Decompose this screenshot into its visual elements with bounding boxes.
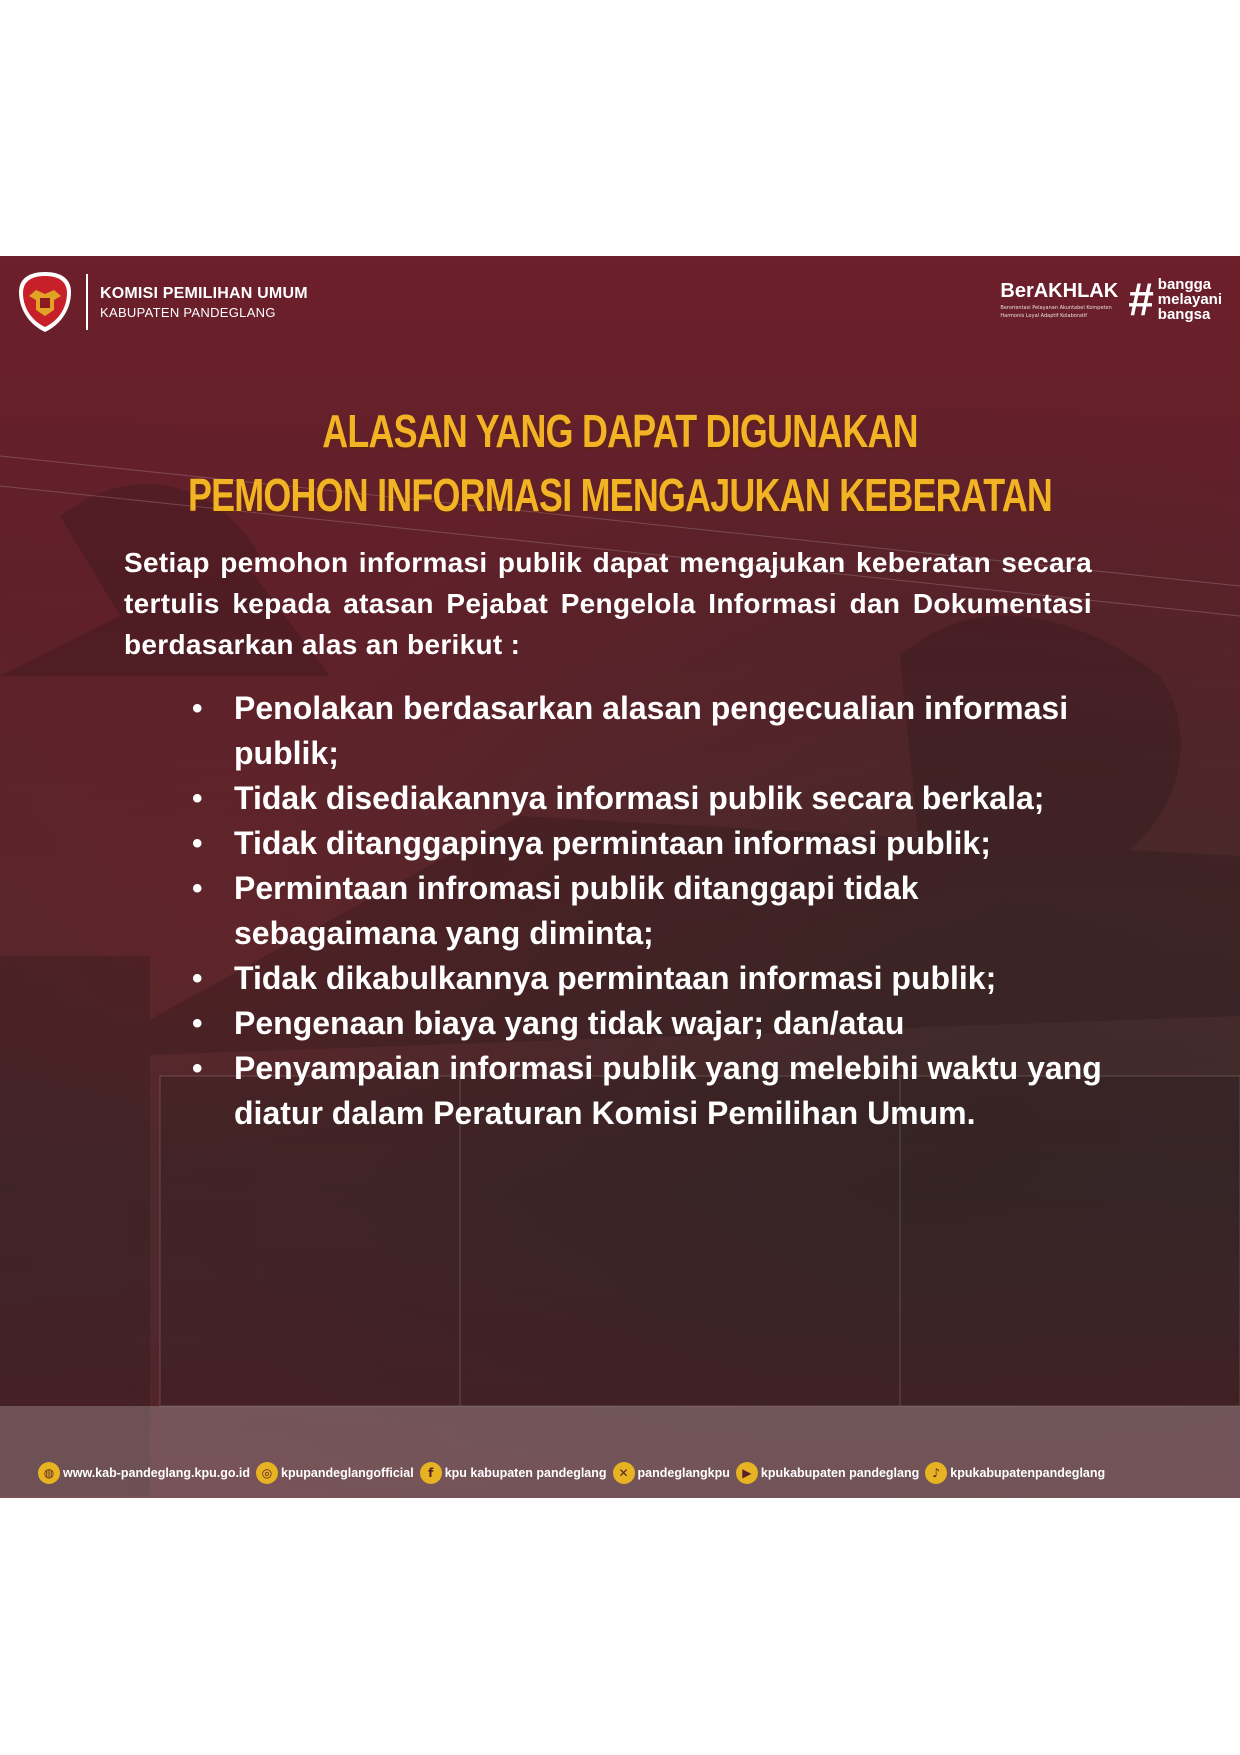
footer-tiktok[interactable]: [925, 1462, 1105, 1484]
footer-website-label: www.kab-pandeglang.kpu.go.id: [63, 1466, 251, 1480]
footer-x-label: pandeglangkpu: [637, 1466, 730, 1480]
poster: [0, 256, 1240, 1498]
footer-social-bar: [38, 1462, 1111, 1484]
hashtag-word-1: bangga: [1157, 275, 1212, 293]
title-line-2: PEMOHON INFORMASI MENGAJUKAN KEBERATAN: [187, 469, 1053, 521]
berakhlak-tagline-1: Berorientasi Pelayanan Akuntabel Kompeten: [1000, 304, 1112, 311]
tiktok-icon: ♪: [925, 1462, 947, 1484]
hashtag-icon: #: [1128, 273, 1154, 325]
list-item: • Permintaan infromasi publik ditanggapi tidak sebagaimana yang diminta;: [234, 866, 1114, 956]
x-icon: ✕: [613, 1462, 635, 1484]
youtube-icon: ▶: [736, 1462, 758, 1484]
org-name: KOMISI PEMILIHAN UMUM: [100, 284, 308, 302]
kpu-garuda-icon: [16, 270, 74, 334]
reasons-list: [234, 686, 1114, 1136]
title-line-1: ALASAN YANG DAPAT DIGUNAKAN: [322, 405, 918, 457]
footer-instagram-label: kpupandeglangofficial: [281, 1466, 414, 1480]
berakhlak-tagline-2: Harmonis Loyal Adaptif Kolaboratif: [1000, 312, 1088, 319]
list-item: • Pengenaan biaya yang tidak wajar; dan/atau: [234, 1001, 1114, 1046]
footer-youtube-label: kpukabupaten pandeglang: [760, 1466, 920, 1480]
footer-x[interactable]: [613, 1462, 730, 1484]
list-item: • Tidak dikabulkannya permintaan informasi publik;: [234, 956, 1114, 1001]
berakhlak-text: BerAKHLAK: [1000, 279, 1119, 302]
facebook-icon: f: [420, 1462, 442, 1484]
hashtag-word-2: melayani: [1157, 290, 1222, 308]
berakhlak-logo: [1000, 273, 1222, 325]
intro-paragraph: Setiap pemohon informasi publik dapat mengajukan keberatan secara tertulis kepada atasan Pejabat Pengelola Informasi dan Dokumentasi berdasarkan alas an berikut :: [124, 547, 1092, 660]
list-item: • Tidak ditanggapinya permintaan informasi publik;: [234, 821, 1114, 866]
list-item: • Penyampaian informasi publik yang melebihi waktu yang diatur dalam Peraturan Komisi Pemilihan Umum.: [234, 1046, 1114, 1136]
footer-youtube[interactable]: [736, 1462, 919, 1484]
footer-facebook[interactable]: [420, 1462, 607, 1484]
instagram-icon: ◎: [256, 1462, 278, 1484]
logo-divider: [86, 274, 88, 330]
globe-icon: ◍: [38, 1462, 60, 1484]
footer-facebook-label: kpu kabupaten pandeglang: [444, 1466, 607, 1480]
list-item: • Tidak disediakannya informasi publik secara berkala;: [234, 776, 1114, 821]
list-item: • Penolakan berdasarkan alasan pengecualian informasi publik;: [234, 686, 1114, 776]
org-subtitle: KABUPATEN PANDEGLANG: [100, 304, 276, 320]
footer-instagram[interactable]: [256, 1462, 414, 1484]
footer-tiktok-label: kpukabupatenpandeglang: [950, 1466, 1106, 1480]
footer-website[interactable]: [38, 1462, 250, 1484]
kpu-logo-block: [16, 270, 308, 334]
hashtag-word-3: bangsa: [1157, 305, 1211, 323]
